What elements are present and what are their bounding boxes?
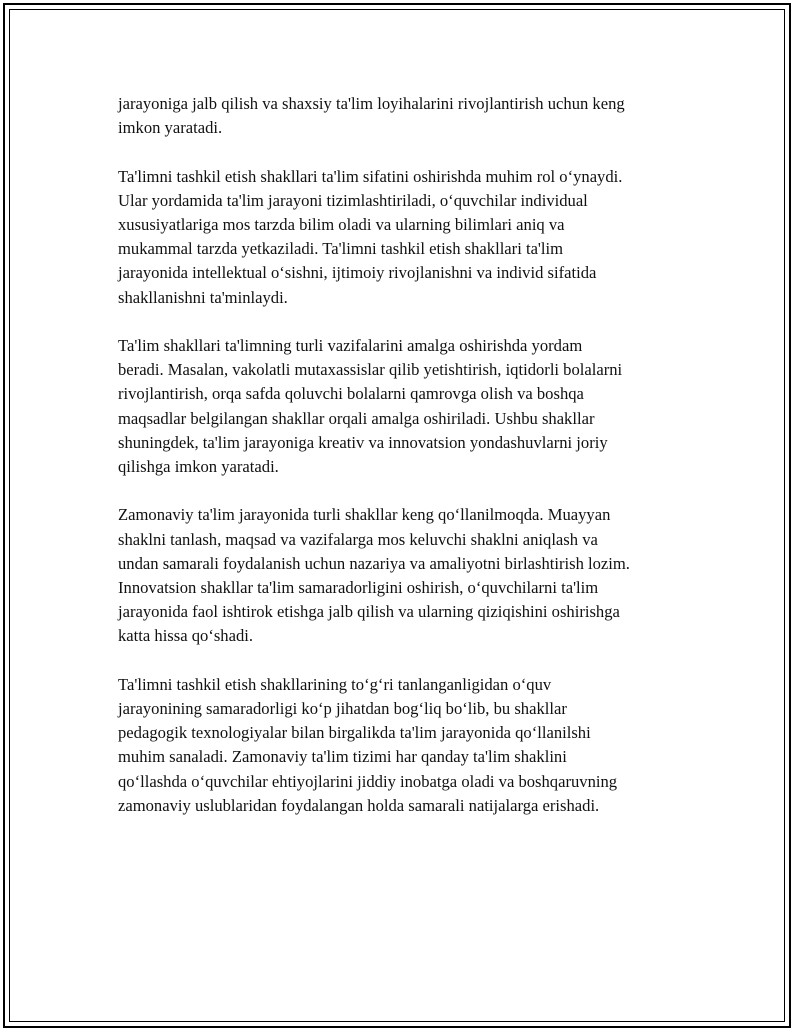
- text-line: Zamonaviy ta'lim jarayonida turli shakllar keng qo‘llanilmoqda. Muayyan: [118, 505, 611, 525]
- text-line: jarayoniga jalb qilish va shaxsiy ta'lim loyihalarini rivojlantirish uchun keng: [118, 94, 625, 113]
- text-line: shakllanishni ta'minlaydi.: [118, 287, 288, 307]
- text-line: undan samarali foydalanish uchun nazariya va amaliyotni birlashtirish lozim.: [118, 553, 630, 573]
- text-line: qo‘llashda o‘quvchilar ehtiyojlarini jiddiy inobatga oladi va boshqaruvning: [118, 771, 618, 791]
- text-line: rivojlantirish, orqa safda qoluvchi bolalarni qamrovga olish va boshqa: [118, 384, 584, 404]
- paragraph-4: [118, 503, 698, 648]
- text-line: Ular yordamida ta'lim jarayoni tizimlashtiriladi, o‘quvchilar individual: [118, 190, 588, 210]
- text-line: Innovatsion shakllar ta'lim samaradorligini oshirish, o‘quvchilarni ta'lim: [118, 578, 599, 598]
- paragraph-3: [118, 334, 698, 479]
- paragraph-1: [118, 92, 698, 140]
- text-line: jarayonining samaradorligi ko‘p jihatdan bog‘liq bo‘lib, bu shakllar: [118, 699, 567, 719]
- text-line: xususiyatlariga mos tarzda bilim oladi va ularning bilimlari aniq va: [118, 215, 565, 234]
- text-line: muhim sanaladi. Zamonaviy ta'lim tizimi har qanday ta'lim shaklini: [118, 747, 567, 767]
- text-line: mukammal tarzda yetkaziladi. Ta'limni tashkil etish shakllari ta'lim: [118, 239, 564, 259]
- text-line: jarayonida intellektual o‘sishni, ijtimoiy rivojlanishni va individ sifatida: [118, 263, 597, 283]
- text-line: katta hissa qo‘shadi.: [118, 626, 254, 646]
- text-line: Ta'limni tashkil etish shakllari ta'lim sifatini oshirishda muhim rol o‘ynaydi.: [118, 166, 623, 186]
- text-line: Ta'lim shakllari ta'limning turli vazifalarini amalga oshirishda yordam: [118, 336, 583, 355]
- text-line: qilishga imkon yaratadi.: [118, 457, 279, 477]
- paragraph-5: [118, 673, 698, 818]
- text-line: beradi. Masalan, vakolatli mutaxassislar qilib yetishtirish, iqtidorli bolalarni: [118, 360, 623, 380]
- paragraph-2: [118, 165, 698, 310]
- text-line: shaklni tanlash, maqsad va vazifalarga mos keluvchi shaklni aniqlash va: [118, 529, 598, 549]
- document-body: [118, 92, 698, 842]
- text-line: maqsadlar belgilangan shakllar orqali amalga oshiriladi. Ushbu shakllar: [118, 408, 595, 428]
- text-line: zamonaviy uslublaridan foydalangan holda samarali natijalarga erishadi.: [118, 795, 600, 815]
- text-line: jarayonida faol ishtirok etishga jalb qilish va ularning qiziqishini oshirishga: [118, 602, 620, 622]
- text-line: Ta'limni tashkil etish shakllarining to‘g‘ri tanlanganligidan o‘quv: [118, 674, 552, 694]
- text-line: pedagogik texnologiyalar bilan birgalikda ta'lim jarayonida qo‘llanilshi: [118, 723, 591, 743]
- text-line: imkon yaratadi.: [118, 118, 223, 138]
- text-line: shuningdek, ta'lim jarayoniga kreativ va innovatsion yondashuvlarni joriy: [118, 432, 608, 452]
